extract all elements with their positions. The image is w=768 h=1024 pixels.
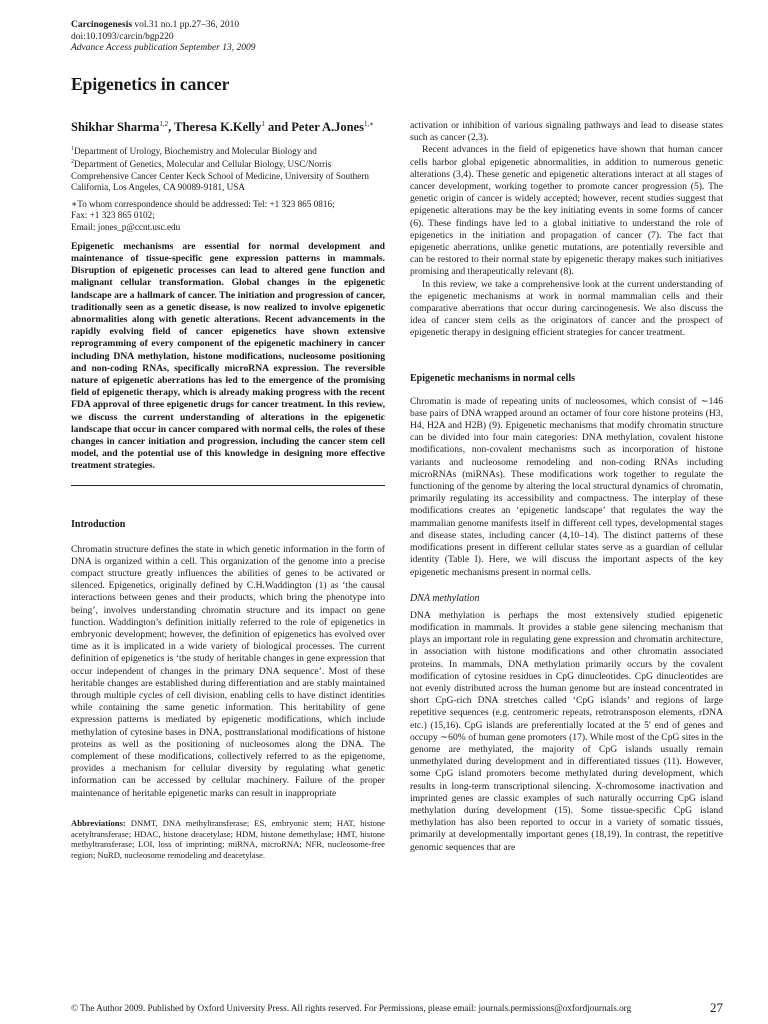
article-title: Epigenetics in cancer: [71, 74, 230, 94]
author-affil: 1,2: [159, 120, 169, 128]
introduction-text: Chromatin structure defines the state in which genetic information in the form of DNA is organized within a cell. This organization of the genome into a precise compact structure greatly influences the abilities of genes to be activated or silenced. Epigenetics, originally defined by C.H.Waddington (1) as ‘the causal interactions between genes and their products, which bring the phenotype into being’, involves understanding chromatin structure and its impact on gene function. Waddington’s definition initially referred to the role of epigenetics in embryonic development; however, the definition of epigenetics has evolved over time as it is implicated in a wide variety of biological processes. The current definition of epigenetics is ‘the study of heritable changes in gene expression that occur independent of changes in the primary DNA sequence’. Most of these heritable changes are established during differentiation and are stably maintained through multiple cycles of cell division, enabling cells to have distinct identities while containing the same genetic information. This heritability of gene expression patterns is mediated by epigenetic modifications, which include methylation of cytosine bases in DNA, posttranslational modifications of histone proteins as well as the positioning of nucleosomes along the DNA. The complement of these modifications, collectively referred to as the epigenome, provides a mechanism for cellular diversity by regulating what genetic information can be accessed by cellular machinery. Failure of the proper maintenance of heritable epigenetic marks can result in inappropriate: [71, 543, 385, 799]
page-footer: [71, 1000, 723, 1015]
correspondence-fax: Fax: +1 323 865 0102;: [71, 210, 155, 221]
left-column: [71, 120, 385, 861]
section-heading: Epigenetic mechanisms in normal cells: [410, 372, 575, 384]
advance-access: Advance Access publication September 13, 2009: [71, 43, 256, 53]
abstract: Epigenetic mechanisms are essential for normal development and maintenance of tissue-specific gene expression patterns in mammals. Disruption of epigenetic processes can lead to altered gene function and malignant cellular transformation. Global changes in the epigenetic landscape are a hallmark of cancer. The initiation and progression of cancer, traditionally seen as a genetic disease, is now realized to involve epigenetic abnormalities along with genetic alterations. Recent advancements in the rapidly evolving field of cancer epigenetics have shown extensive reprogramming of every component of the epigenetic machinery in cancer including DNA methylation, histone modifications, nucleosome positioning and non-coding RNAs, specifically microRNA expression. The reversible nature of epigenetic aberrations has led to the emergence of the promising field of epigenetic therapy, which is already making progress with the recent FDA approval of three epigenetic drugs for cancer treatment. In this review, we discuss the current understanding of alterations in the epigenetic landscape that occur in cancer compared with normal cells, the roles of these changes in cancer initiation and progression, including the cancer stem cell model, and the potential use of this knowledge in designing more effective treatment strategies.: [71, 240, 385, 472]
paragraph: DNA methylation is perhaps the most extensively studied epigenetic modification in mammals. It provides a stable gene silencing mechanism that plays an important role in regulating gene expression and chromatin architecture, in association with histone modifications and other chromatin associated proteins. In mammals, DNA methylation primarily occurs by the covalent modification of cytosine residues in CpG dinucleotides. CpG dinucleotides are not evenly distributed across the human genome but are instead concentrated in short CpG-rich DNA stretches called ‘CpG islands’ and regions of large repetitive sequences (e.g. centromeric repeats, retrotransposon elements, rDNA etc.) (15,16). CpG islands are preferentially located at the 5′ end of genes and occupy ∼60% of human gene promoters (17). While most of the CpG sites in the genome are methylated, the majority of CpG islands usually remain unmethylated during development and in differentiated tissues (11). However, some CpG island promoters become methylated during development, which results in long-term transcriptional silencing. X-chromosome inactivation and imprinted genes are classic examples of such naturally occurring CpG island methylation during development (15). Some tissue-specific CpG island methylation has also been reported to occur in a variety of somatic tissues, primarily at developmentally important genes (18,19). In contrast, the repetitive genomic sequences that are: [410, 609, 723, 853]
affiliation-marker: 1: [71, 146, 74, 153]
journal-volume: vol.31 no.1 pp.27–36, 2010: [132, 20, 240, 30]
author-name: Peter A.Jones: [291, 120, 364, 135]
paragraph: activation or inhibition of various signaling pathways and lead to disease states such as cancer (2,3).: [410, 120, 723, 144]
abbreviations-text: DNMT, DNA methyltransferase; ES, embryonic stem; HAT, histone acetyltransferase; HDAC, histone deacetylase; HDM, histone demethylase; HMT, histone methyltransferase; LOI, loss of imprinting; miRNA, microRNA; NFR, nucleosome-free region; NuRD, nucleosome remodeling and deacetylase.: [71, 817, 385, 861]
correspondence-tel: ∗To whom correspondence should be addressed: Tel: +1 323 865 0816;: [71, 199, 335, 210]
abbreviations-label: Abbreviations:: [71, 817, 126, 828]
affiliation-text: Department of Urology, Biochemistry and Molecular Biology and: [74, 146, 317, 157]
journal-name: Carcinogenesis: [71, 20, 133, 30]
author-separator: ,: [168, 120, 175, 135]
affiliation-marker: 2: [71, 159, 74, 166]
journal-header: [71, 20, 256, 55]
author-separator: and: [264, 120, 292, 135]
author-affil: 1: [261, 120, 265, 128]
section-heading: Introduction: [71, 518, 126, 530]
affiliation-text: Department of Genetics, Molecular and Cellular Biology, USC/Norris Comprehensive Cancer Center Keck School of Medicine, University of Southern California, Los Angeles, CA 90089-9181, USA: [71, 159, 370, 192]
paragraph: Chromatin is made of repeating units of nucleosomes, which consist of ∼146 base pairs of DNA wrapped around an octamer of four core histone proteins (H3, H4, H2A and H2B) (9). Epigenetic mechanisms that modify chromatin structure can be divided into four main categories: DNA methylation, covalent histone modifications, non-covalent mechanisms such as incorporation of histone variants and nucleosome remodeling and non-coding RNAs including microRNAs (miRNAs). These modifications work together to regulate the functioning of the genome by altering the local structural dynamics of chromatin, primarily regulating its accessibility and compactness. The interplay of these modifications creates an ‘epigenetic landscape’ that regulates the way the mammalian genome manifests itself in different cell types, developmental stages and disease states, including cancer (4,10–14). The distinct patterns of these modifications present in different cellular states serve as a guardian of cellular identity (Table I). Here, we will discuss the important aspects of the key epigenetic mechanisms present in normal cells.: [410, 395, 723, 578]
right-column: [410, 120, 723, 854]
affiliation: [71, 144, 385, 193]
copyright: © The Author 2009. Published by Oxford University Press. All rights reserved. For Permissions, please email: journals.permissions@oxfordjournals.org: [71, 1003, 632, 1013]
paragraph: In this review, we take a comprehensive look at the current understanding of the epigenetic mechanisms at work in normal mammalian cells and their comparative aberrations that occur during carcinogenesis. We also discuss the idea of cancer stem cells as the originators of cancer and the prospect of epigenetic therapy in designing efficient strategies for cancer treatment.: [410, 278, 723, 339]
abbreviations: [71, 818, 385, 861]
author-affil: 1,∗: [363, 120, 374, 128]
correspondence: [71, 199, 385, 233]
author-name: Theresa K.Kelly: [174, 120, 262, 135]
page-number: 27: [710, 1000, 723, 1015]
correspondence-email[interactable]: Email: jones_p@ccnt.usc.edu: [71, 221, 181, 232]
author-name: Shikhar Sharma: [71, 120, 160, 135]
doi[interactable]: doi:10.1093/carcin/bgp220: [71, 31, 174, 42]
paragraph: Recent advances in the field of epigenetics have shown that human cancer cells harbor global epigenetic abnormalities, in addition to numerous genetic alterations (3,4). These genetic and epigenetic alterations interact at all stages of cancer development, working together to promote cancer progression (5). The genetic origin of cancer is widely accepted; however, recent studies suggest that epigenetic alterations may be the key initiating events in some forms of cancer (6). These findings have led to a global initiative to understand the role of epigenetics in the initiation and propagation of cancer (7). The fact that epigenetic aberrations, unlike genetic mutations, are potentially reversible and can be restored to their normal state by epigenetic therapy makes such initiatives promising and therapeutically relevant (8).: [410, 144, 723, 278]
author-list: [71, 120, 385, 135]
subsection-heading: DNA methylation: [410, 592, 480, 604]
